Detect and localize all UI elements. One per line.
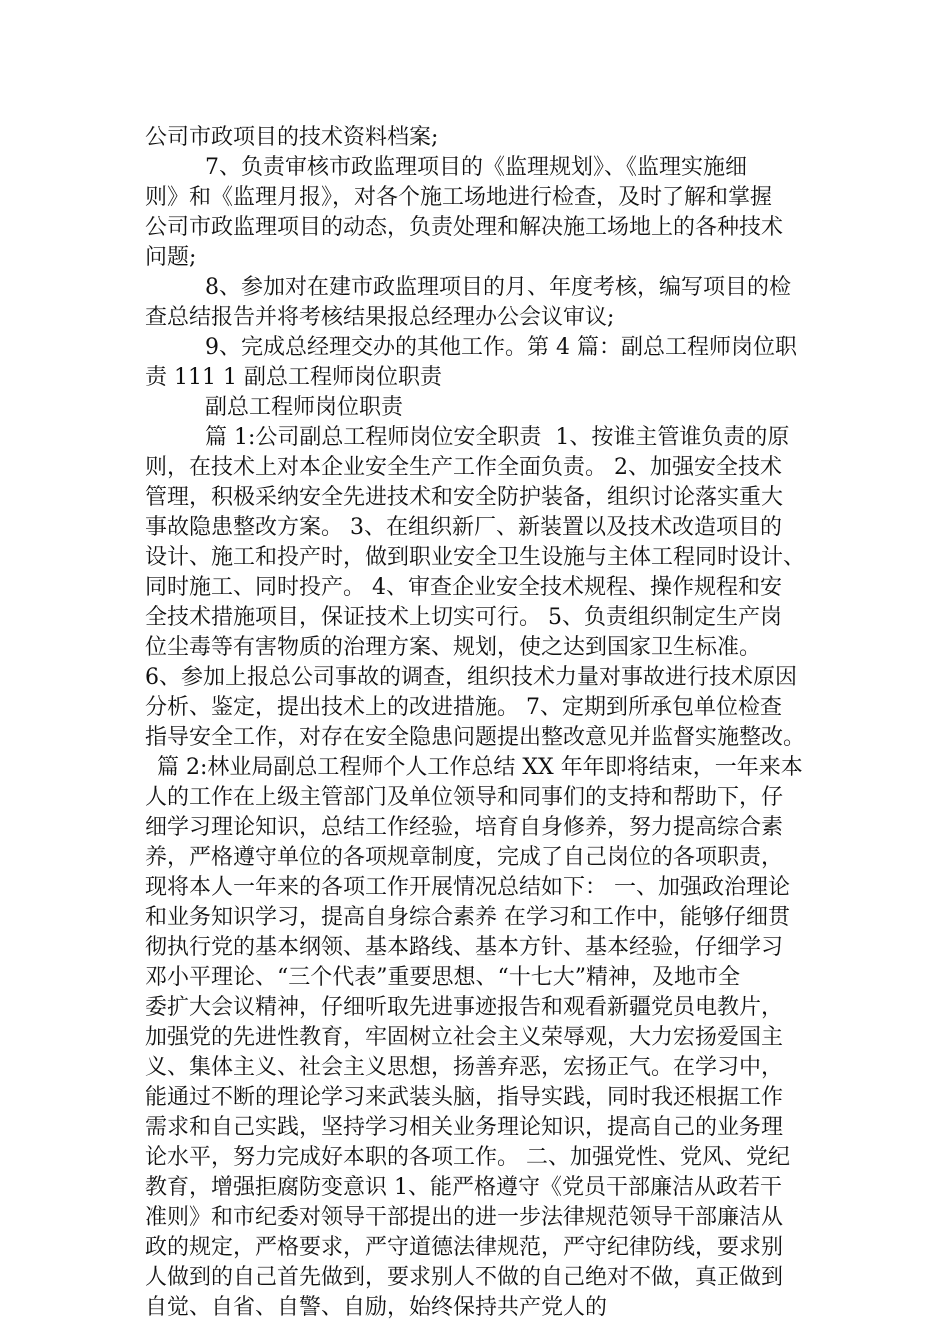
text-line: 指导安全工作，对存在安全隐患问题提出整改意见并监督实施整改。 <box>145 725 806 750</box>
text-line: 则，在技术上对本企业安全生产工作全面负责。 2、加强安全技术 <box>145 455 782 480</box>
text-line: 设计、施工和投产时，做到职业安全卫生设施与主体工程同时设计、 <box>145 545 806 570</box>
text-line: 邓小平理论、“三个代表”重要思想、“十七大”精神，及地市全 <box>145 965 740 990</box>
text-line: 义、集体主义、社会主义思想，扬善弃恶，宏扬正气。在学习中， <box>145 1055 784 1080</box>
text-line: 人的工作在上级主管部门及单位领导和同事们的支持和帮助下，仔 <box>145 785 784 810</box>
text-line: 查总结报告并将考核结果报总经理办公会议审议; <box>145 305 615 330</box>
text-line: 管理，积极采纳安全先进技术和安全防护装备，组织讨论落实重大 <box>145 485 784 510</box>
text-line: 问题; <box>145 245 197 270</box>
text-line: 7、负责审核市政监理项目的《监理规划》、《监理实施细 <box>205 155 747 180</box>
text-line: 位尘毒等有害物质的治理方案、规划，使之达到国家卫生标准。 <box>145 635 762 660</box>
text-line: 准则》和市纪委对领导干部提出的进一步法律规范领导干部廉洁从 <box>145 1205 784 1230</box>
text-line: 人做到的自己首先做到，要求别人不做的自己绝对不做，真正做到 <box>145 1265 784 1290</box>
text-line: 加强党的先进性教育，牢固树立社会主义荣辱观，大力宏扬爱国主 <box>145 1025 784 1050</box>
text-line: 政的规定，严格要求，严守道德法律规范，严守纪律防线，要求别 <box>145 1235 784 1260</box>
text-line: 彻执行党的基本纲领、基本路线、基本方针、基本经验，仔细学习 <box>145 935 784 960</box>
text-line: 责 111 1 副总工程师岗位职责 <box>145 365 442 390</box>
text-line: 篇 2:林业局副总工程师个人工作总结 XX 年年即将结束，一年来本 <box>157 755 803 780</box>
text-line: 和业务知识学习，提高自身综合素养 在学习和工作中，能够仔细贯 <box>145 905 790 930</box>
text-line: 全技术措施项目，保证技术上切实可行。 5、负责组织制定生产岗 <box>145 605 782 630</box>
text-line: 委扩大会议精神，仔细听取先进事迹报告和观看新疆党员电教片， <box>145 995 784 1020</box>
text-line: 9、完成总经理交办的其他工作。第 4 篇：副总工程师岗位职 <box>205 335 797 360</box>
text-line: 教育，增强拒腐防变意识 1、能严格遵守《党员干部廉洁从政若干 <box>145 1175 782 1200</box>
section-heading: 副总工程师岗位职责 <box>205 395 404 420</box>
text-line: 养，严格遵守单位的各项规章制度，完成了自己岗位的各项职责， <box>145 845 784 870</box>
text-line: 篇 1:公司副总工程师岗位安全职责 1、按谁主管谁负责的原 <box>205 425 790 450</box>
text-line: 事故隐患整改方案。 3、在组织新厂、新装置以及技术改造项目的 <box>145 515 782 540</box>
text-line: 现将本人一年来的各项工作开展情况总结如下： 一、加强政治理论 <box>145 875 790 900</box>
text-line: 8、参加对在建市政监理项目的月、年度考核，编写项目的检 <box>205 275 791 300</box>
text-line: 自觉、自省、自警、自励，始终保持共产党人的 <box>145 1295 608 1320</box>
text-line: 分析、鉴定，提出技术上的改进措施。 7、定期到所承包单位检查 <box>145 695 782 720</box>
text-line: 同时施工、同时投产。 4、审查企业安全技术规程、操作规程和安 <box>145 575 782 600</box>
text-line: 则》和《监理月报》，对各个施工场地进行检查，及时了解和掌握 <box>145 185 773 210</box>
text-line: 公司市政项目的技术资料档案; <box>145 125 439 150</box>
text-line: 公司市政监理项目的动态，负责处理和解决施工场地上的各种技术 <box>145 215 784 240</box>
text-line: 6、参加上报总公司事故的调查，组织技术力量对事故进行技术原因 <box>145 665 797 690</box>
text-line: 论水平，努力完成好本职的各项工作。 二、加强党性、党风、党纪 <box>145 1145 790 1170</box>
text-line: 需求和自己实践，坚持学习相关业务理论知识，提高自己的业务理 <box>145 1115 784 1140</box>
text-line: 能通过不断的理论学习来武装头脑，指导实践，同时我还根据工作 <box>145 1085 784 1110</box>
text-line: 细学习理论知识，总结工作经验，培育自身修养，努力提高综合素 <box>145 815 784 840</box>
